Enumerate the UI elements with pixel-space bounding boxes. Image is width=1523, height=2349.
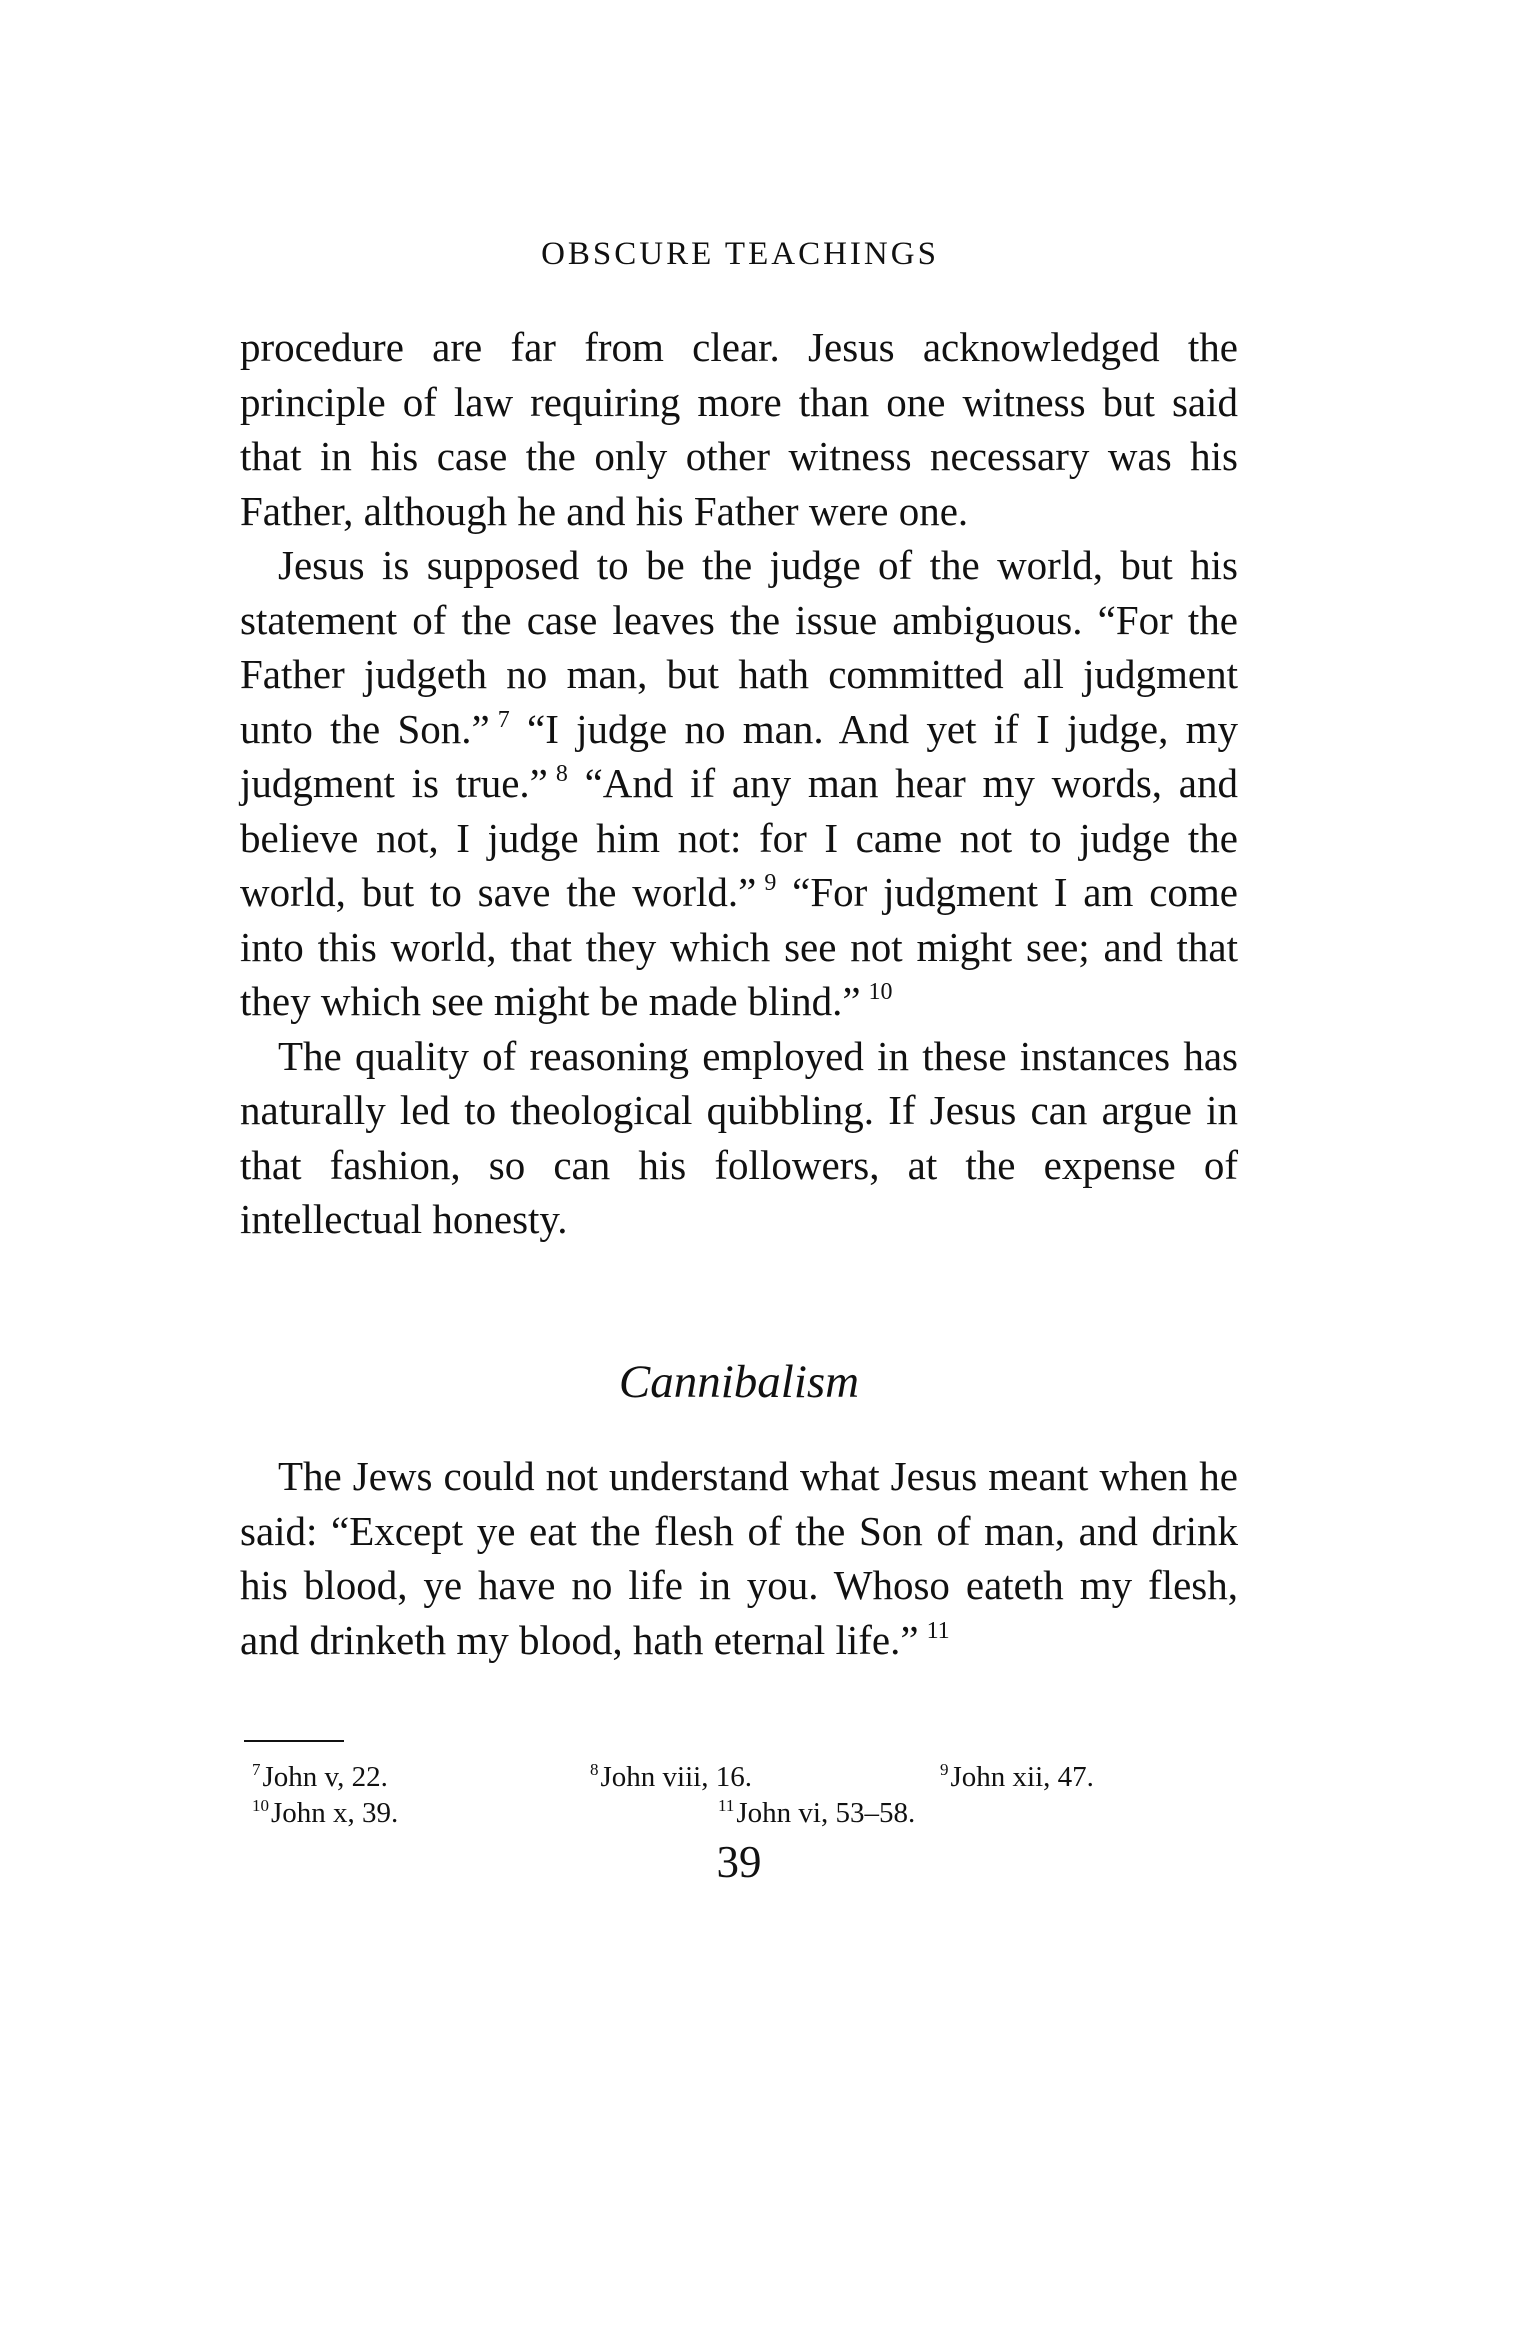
footnote-text: John xii, 47. [950,1761,1094,1793]
footnote-ref: 10 [868,979,893,1005]
footnote-mark: 8 [590,1760,599,1779]
body-text-bottom [240,1449,1238,1667]
paragraph-reasoning: The quality of reasoning employed in these instances has naturally led to theological quibbling. If Jesus can argue in that fashion, so can his followers, at the expense of intellectual honesty. [240,1032,1238,1242]
quote-segment: “I judge no man. And yet if I judge, my judgment is true.” [240,705,1238,806]
footnote [590,1760,752,1794]
paragraph-judge [240,538,1238,1029]
footnote-ref: 8 [555,761,568,787]
footnote-mark: 7 [252,1760,261,1779]
section-heading: Cannibalism [618,1356,860,1408]
quote-segment: “And if any man hear my words, and believe not, I judge him not: for I came not to judge the world, but to save the world.” [240,760,1238,915]
running-head: OBSCURE TEACHINGS [541,236,939,272]
body-text-top [240,320,1238,1247]
footnote-text: John v, 22. [262,1761,388,1793]
quote-segment: Jesus is supposed to be the judge of the world, but his statement of the case leaves the issue ambiguous. “For the Father judgeth no man, but hath committed all judgment unto the Son.” [240,542,1238,752]
footnote [940,1760,1094,1794]
footnote-rule [244,1740,344,1742]
footnote-mark: 10 [252,1796,269,1815]
footnote-ref: 11 [926,1617,950,1644]
page-number: 39 [716,1837,762,1887]
footnote [718,1796,915,1830]
footnote-ref: 7 [497,706,510,733]
footnote-text: John x, 39. [271,1797,399,1829]
footnote-text: John vi, 53–58. [736,1797,916,1829]
quote-segment: “For judgment I am come into this world, that they which see not might see; and that they which see might be made blind.” [240,869,1238,1024]
paragraph-cannibalism [240,1449,1238,1667]
paragraph-continuation: procedure are far from clear. Jesus acknowledged the principle of law requiring more than one witness but said that in his case the only other witness necessary was his Father, although he and his Father were one. [240,324,1238,534]
paragraph-text: The Jews could not understand what Jesus meant when he said: “Except ye eat the flesh of the Son of man, and drink his blood, ye have no life in you. Whoso eateth my flesh, and drinketh my blood, hath eternal life.” [240,1453,1238,1663]
footnote [252,1796,398,1830]
footnote [252,1760,388,1794]
footnote-text: John viii, 16. [600,1761,752,1793]
footnote-ref: 9 [764,870,777,896]
footnote-mark: 9 [940,1760,949,1779]
footnote-mark: 11 [718,1796,735,1815]
